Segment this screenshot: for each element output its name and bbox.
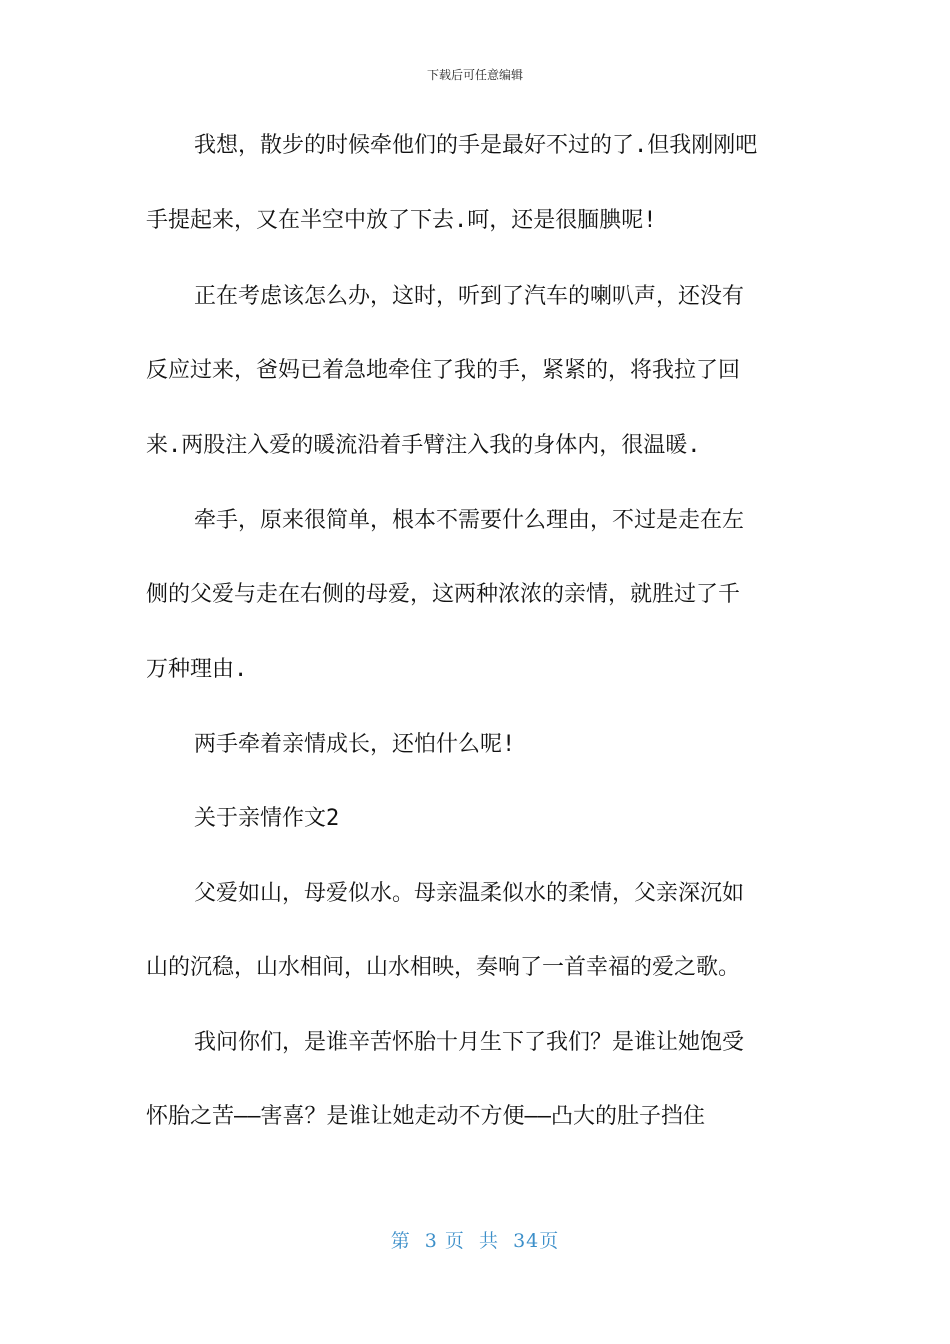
section-heading: 关于亲情作文2 [194,806,340,831]
body-line: 侧的父爱与走在右侧的母爱，这两种浓浓的亲情，就胜过了千 [146,582,741,607]
body-line: 两手牵着亲情成长，还怕什么呢! [194,732,516,757]
page-footer [0,1226,950,1253]
page-header: 下载后可任意编辑 [426,68,523,82]
body-line: 反应过来，爸妈已着急地牵住了我的手，紧紧的，将我拉了回 [146,358,741,383]
body-line: 来.两股注入爱的暖流沿着手臂注入我的身体内，很温暖. [146,433,701,458]
body-line: 万种理由. [146,657,248,682]
page-number-label: 第 3 页 共 34页 [390,1230,560,1252]
body-line: 怀胎之苦——害喜？是谁让她走动不方便——凸大的肚子挡住 [146,1104,705,1129]
body-line: 我问你们，是谁辛苦怀胎十月生下了我们？是谁让她饱受 [194,1030,745,1055]
body-line: 牵手，原来很简单，根本不需要什么理由，不过是走在左 [194,508,745,533]
body-line: 山的沉稳，山水相间，山水相映，奏响了一首幸福的爱之歌。 [146,955,741,980]
body-line: 手提起来，又在半空中放了下去.呵，还是很腼腆呢! [146,208,657,233]
body-line: 正在考虑该怎么办，这时，听到了汽车的喇叭声，还没有 [194,284,745,309]
body-line: 父爱如山，母爱似水。母亲温柔似水的柔情，父亲深沉如 [194,881,745,906]
body-line: 我想，散步的时候牵他们的手是最好不过的了.但我刚刚吧 [194,133,758,158]
